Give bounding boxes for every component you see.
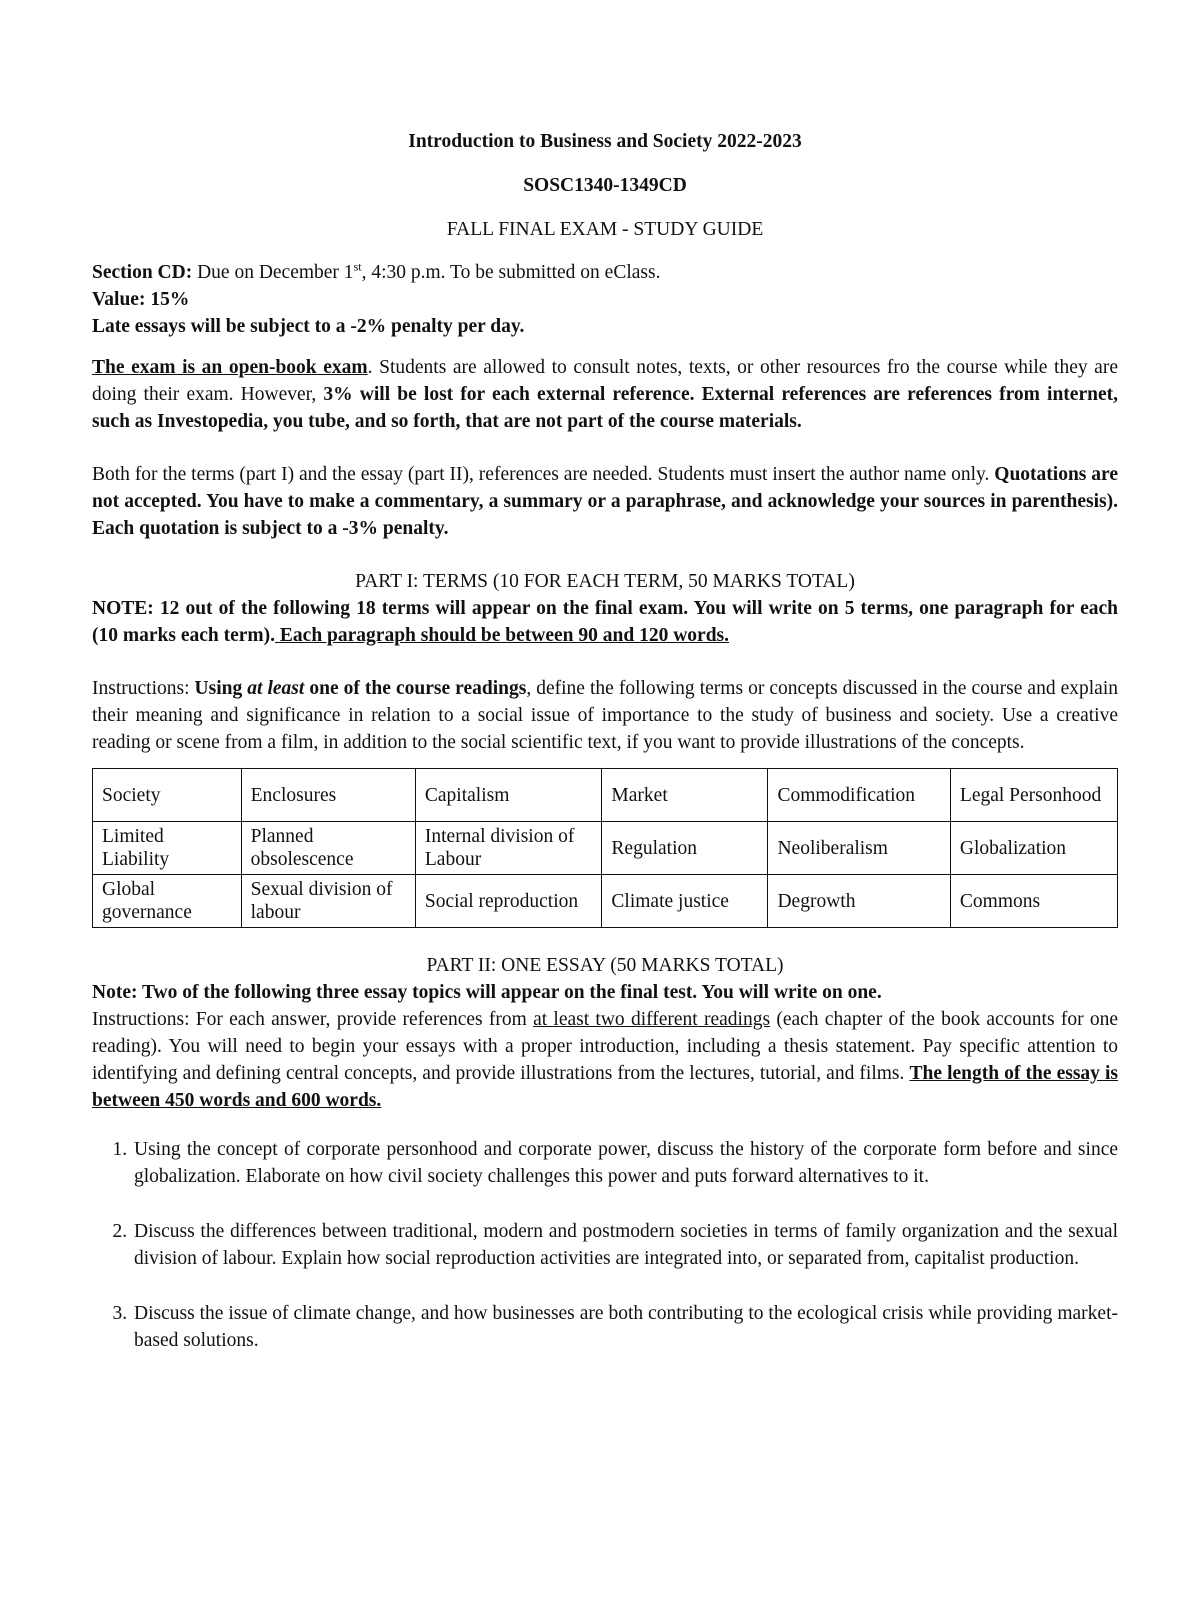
references-text: Both for the terms (part I) and the essay (part II), references are needed. Students must insert the author name only. <box>92 464 995 485</box>
course-code: SOSC1340-1349CD <box>523 175 687 196</box>
term-cell: Legal Personhood <box>950 769 1117 822</box>
open-book-paragraph <box>92 354 1118 435</box>
part2-heading: PART II: ONE ESSAY (50 MARKS TOTAL) <box>426 955 784 976</box>
open-book-heading: The exam is an open-book exam <box>92 357 368 378</box>
term-cell: Commodification <box>768 769 950 822</box>
term-cell: Internal division of Labour <box>415 822 602 875</box>
table-row <box>93 769 1118 822</box>
term-cell: Market <box>602 769 768 822</box>
term-cell: Commons <box>950 875 1117 928</box>
part2-instructions: Instructions: For each answer, provide references from at least two different readings (each chapter of the book accounts for one reading). You will need to begin your essays with a proper introduction, including a thesis statement. Pay specific attention to identifying and defining central concepts, and provide illustrations from the lectures, tutorial, and films. The length of the essay is between 450 words and 600 words. <box>92 1009 1119 1111</box>
exam-title: FALL FINAL EXAM - STUDY GUIDE <box>446 219 764 240</box>
term-cell: Degrowth <box>768 875 950 928</box>
part1-instructions: Instructions: Using at least one of the course readings, define the following terms or concepts discussed in the course and explain their meaning and significance in relation to a social issue of importance to the study of business and society. Use a creative reading or scene from a film, in addition to the social scientific text, if you want to provide illustrations of the concepts. <box>92 678 1119 753</box>
list-item: 2. Discuss the differences between traditional, modern and postmodern societies in terms of family organization and the sexual division of labour. Explain how social reproduction activities are integrated into, or separated from, capitalist production. <box>132 1218 1118 1272</box>
term-cell: Globalization <box>950 822 1117 875</box>
term-cell: Limited Liability <box>93 822 242 875</box>
reading-requirement: at least two different readings <box>533 1009 771 1030</box>
part1-note-bold: NOTE: 12 out of the following 18 terms will appear on the final exam. You will write on 5 terms, one paragraph for each (10 marks each term) <box>92 598 1118 646</box>
term-cell: Sexual division of labour <box>241 875 415 928</box>
term-cell: Capitalism <box>415 769 602 822</box>
due-line <box>92 259 1118 286</box>
section-label: Section CD: <box>92 262 193 283</box>
term-cell: Planned obsolescence <box>241 822 415 875</box>
table-row <box>93 875 1118 928</box>
submission-info <box>92 259 1118 340</box>
quotation-policy: Quotations are not accepted. You have to make a commentary, a summary or a paraphrase, and acknowledge your sources in parenthesis). Each quotation is subject to a -3% penalty. <box>92 464 1118 539</box>
term-cell: Social reproduction <box>415 875 602 928</box>
document-title: Introduction to Business and Society 2022-2023 <box>408 131 802 152</box>
term-cell: Climate justice <box>602 875 768 928</box>
terms-table <box>92 768 1118 928</box>
due-text-rest: , 4:30 p.m. To be submitted on eClass. <box>361 262 661 283</box>
open-book-text: . Students are allowed to consult notes, texts, or other resources fro the course while they are doing their exam. However, <box>92 357 1118 405</box>
part2-note: Note: Two of the following three essay topics will appear on the final test. You will write on one. <box>92 982 882 1003</box>
due-superscript: st <box>353 259 362 274</box>
part1-heading: PART I: TERMS (10 FOR EACH TERM, 50 MARKS TOTAL) <box>355 571 855 592</box>
value-line: Value: 15% <box>92 289 190 310</box>
part1-note-word-limit: Each paragraph should be between 90 and 120 words. <box>275 625 730 646</box>
term-cell: Enclosures <box>241 769 415 822</box>
part1-note: NOTE: 12 out of the following 18 terms will appear on the final exam. You will write on 5 terms, one paragraph for each (10 marks each term). Each paragraph should be between 90 and 120 words. <box>92 598 1118 646</box>
essay-topics-list <box>92 1136 1118 1354</box>
term-cell: Society <box>93 769 242 822</box>
term-cell: Regulation <box>602 822 768 875</box>
external-reference-penalty: 3% will be lost for each external reference. External references are references from internet, such as Investopedia, you tube, and so forth, that are not part of the course materials. <box>92 384 1118 432</box>
table-row <box>93 822 1118 875</box>
list-item: 1. Using the concept of corporate personhood and corporate power, discuss the history of the corporate form before and since globalization. Elaborate on how civil society challenges this power and puts forward alternatives to it. <box>132 1136 1118 1190</box>
due-text: Due on December 1 <box>192 262 354 283</box>
term-cell: Neoliberalism <box>768 822 950 875</box>
essay-length: The length of the essay is between 450 words and 600 words. <box>92 1063 1119 1111</box>
late-policy: Late essays will be subject to a -2% penalty per day. <box>92 316 525 337</box>
list-item: 3. Discuss the issue of climate change, and how businesses are both contributing to the ecological crisis while providing market-based solutions. <box>132 1300 1118 1354</box>
term-cell: Global governance <box>93 875 242 928</box>
references-paragraph <box>92 461 1118 542</box>
